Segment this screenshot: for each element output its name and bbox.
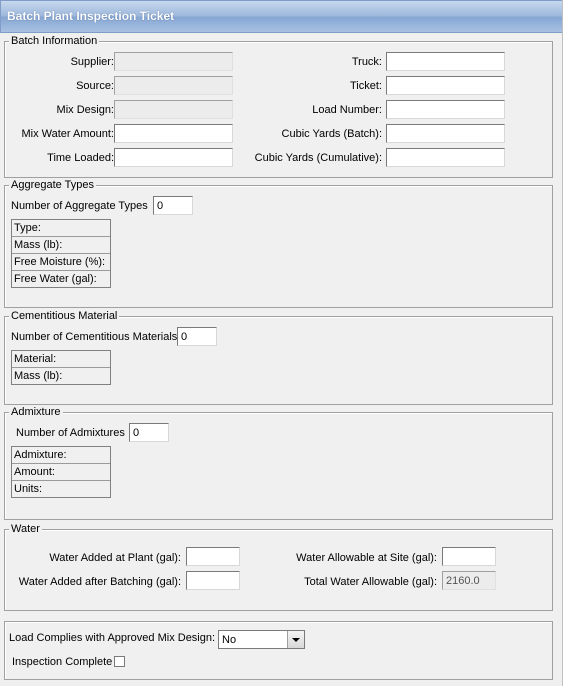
admixture-row-label: Amount: — [12, 463, 110, 480]
aggregate-row-label: Type: — [14, 222, 41, 234]
aggregate-row-label: Mass (lb): — [12, 236, 110, 253]
complies-label: Load Complies with Approved Mix Design: — [9, 632, 216, 644]
load-number-field[interactable] — [386, 100, 505, 119]
water-added-at-plant-label: Water Added at Plant (gal): — [49, 552, 181, 564]
water-added-at-plant-field[interactable] — [186, 547, 240, 566]
aggregate-count-field[interactable] — [153, 196, 193, 215]
ticket-label: Ticket: — [350, 80, 382, 92]
mix-design-field — [114, 100, 233, 119]
complies-dropdown[interactable] — [218, 630, 305, 649]
aggregate-types-legend: Aggregate Types — [11, 179, 94, 191]
total-water-allowable-label: Total Water Allowable (gal): — [304, 576, 437, 588]
water-allowable-at-site-label: Water Allowable at Site (gal): — [296, 552, 437, 564]
ticket-field[interactable] — [386, 76, 505, 95]
batch-information-legend: Batch Information — [11, 35, 98, 47]
admixture-group — [4, 406, 553, 520]
truck-field[interactable] — [386, 52, 505, 71]
time-loaded-field[interactable] — [114, 148, 233, 167]
cementitious-material-legend: Cementitious Material — [11, 310, 118, 322]
time-loaded-label: Time Loaded: — [47, 152, 114, 164]
supplier-field — [114, 52, 233, 71]
batch-information-group — [4, 35, 553, 178]
title-bar — [0, 0, 563, 33]
mix-design-label: Mix Design: — [56, 104, 114, 116]
window-title: Batch Plant Inspection Ticket — [7, 9, 175, 23]
water-added-after-batching-field[interactable] — [186, 571, 240, 590]
supplier-label: Supplier: — [70, 56, 114, 68]
water-added-after-batching-label: Water Added after Batching (gal): — [18, 576, 181, 588]
admixture-count-field[interactable] — [129, 423, 169, 442]
truck-label: Truck: — [351, 56, 382, 68]
cubic-yards-cumulative-field[interactable] — [386, 148, 505, 167]
mix-water-amount-label: Mix Water Amount: — [21, 128, 114, 140]
aggregate-row-label: Free Moisture (%): — [12, 253, 110, 270]
complies-value: No — [222, 634, 237, 646]
cementitious-row-label: Material: — [14, 353, 57, 365]
water-allowable-at-site-field[interactable] — [442, 547, 496, 566]
water-group — [4, 523, 553, 611]
chevron-down-icon[interactable] — [287, 631, 304, 648]
cubic-yards-cumulative-label: Cubic Yards (Cumulative): — [254, 152, 382, 164]
cementitious-material-group — [4, 310, 553, 405]
aggregate-row-label: Free Water (gal): — [12, 270, 110, 287]
compliance-group — [4, 621, 553, 680]
cementitious-row-label: Mass (lb): — [12, 367, 110, 384]
admixture-legend: Admixture — [11, 406, 61, 418]
mix-water-amount-field[interactable] — [114, 124, 233, 143]
aggregate-grid — [11, 219, 111, 288]
admixture-row-label: Units: — [12, 480, 110, 497]
admixture-row-label: Admixture: — [14, 449, 67, 461]
inspection-complete-label: Inspection Complete — [12, 656, 113, 668]
water-legend: Water — [11, 523, 40, 535]
aggregate-count-label: Number of Aggregate Types — [11, 200, 148, 212]
cementitious-grid — [11, 350, 111, 385]
admixture-count-label: Number of Admixtures — [16, 427, 125, 439]
aggregate-types-group — [4, 179, 553, 308]
inspection-complete-checkbox[interactable] — [114, 656, 125, 667]
load-number-label: Load Number: — [312, 104, 382, 116]
source-field — [114, 76, 233, 95]
cubic-yards-batch-label: Cubic Yards (Batch): — [281, 128, 382, 140]
cementitious-count-label: Number of Cementitious Materials — [11, 331, 178, 343]
cementitious-count-field[interactable] — [177, 327, 217, 346]
total-water-allowable-field — [442, 571, 496, 590]
admixture-grid — [11, 446, 111, 498]
cubic-yards-batch-field[interactable] — [386, 124, 505, 143]
source-label: Source: — [76, 80, 114, 92]
